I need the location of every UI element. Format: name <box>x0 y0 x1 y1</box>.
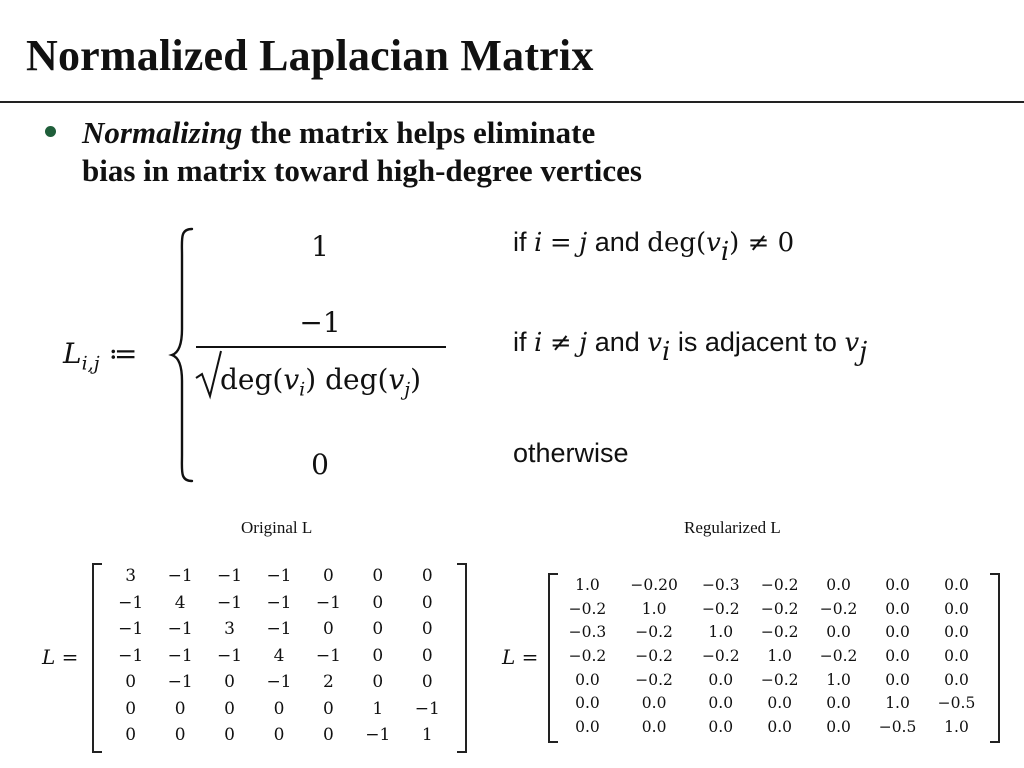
matrix-cell: 0.0 <box>885 670 910 689</box>
matrix-cell: 0 <box>224 672 235 693</box>
matrix-cell: 1.0 <box>885 694 910 713</box>
matrix-row <box>106 590 452 617</box>
matrix-cell: 1.0 <box>708 623 734 642</box>
bullet-line2: bias in matrix toward high-degree vertices <box>82 153 642 188</box>
matrix-row <box>558 715 986 739</box>
regularized-matrix-label: L = <box>502 645 539 669</box>
matrix-cell: 0 <box>421 645 433 666</box>
matrix-cell: 0 <box>174 725 186 746</box>
matrix-row <box>558 668 986 692</box>
matrix-row <box>106 696 452 723</box>
matrix-cell: −0.2 <box>760 670 799 689</box>
matrix-cell: 0.0 <box>826 623 851 642</box>
condition-2: if i ≠ j and vi is adjacent to vj <box>513 327 868 368</box>
matrix-cell: 0 <box>322 619 334 640</box>
original-right-bracket <box>457 563 467 753</box>
lhs-assign: ≔ <box>99 337 138 370</box>
matrix-cell: −1 <box>167 645 193 666</box>
matrix-cell: −0.5 <box>937 694 976 713</box>
bullet-icon <box>45 126 56 137</box>
matrix-row <box>106 616 452 643</box>
regularized-left-bracket <box>548 573 558 743</box>
matrix-cell: 1 <box>421 725 433 746</box>
matrix-cell: 0.0 <box>944 575 969 594</box>
matrix-row <box>558 573 986 597</box>
lhs-subscript: i,j <box>81 352 100 375</box>
original-matrix-caption: Original L <box>241 518 313 537</box>
matrix-cell: −0.3 <box>568 623 607 642</box>
matrix-cell: 0.0 <box>767 717 792 736</box>
matrix-cell: 0.0 <box>826 575 851 594</box>
matrix-cell: 0.0 <box>885 646 910 665</box>
case3-value: 0 <box>311 448 329 481</box>
matrix-cell: 0.0 <box>826 694 851 713</box>
formula-lhs <box>63 337 137 375</box>
matrix-cell: 0 <box>224 698 235 719</box>
regularized-right-bracket <box>990 573 1000 743</box>
matrix-cell: 0 <box>421 619 433 640</box>
matrix-cell: 0 <box>273 725 285 746</box>
matrix-cell: −1 <box>217 645 243 666</box>
title-divider <box>0 101 1024 103</box>
matrix-cell: −1 <box>118 619 144 640</box>
matrix-cell: −1 <box>167 672 193 693</box>
matrix-cell: −0.2 <box>760 575 799 594</box>
matrix-cell: 0.0 <box>944 670 969 689</box>
matrix-cell: 0.0 <box>575 717 600 736</box>
matrix-cell: 0 <box>224 725 235 746</box>
matrix-cell: 0 <box>421 566 433 587</box>
matrix-row <box>558 620 986 644</box>
matrix-cell: 0.0 <box>708 717 734 736</box>
matrix-cell: 4 <box>174 592 186 613</box>
matrix-cell: 0.0 <box>767 694 792 713</box>
matrix-row <box>106 722 452 749</box>
matrix-cell: 0.0 <box>575 670 600 689</box>
matrix-row <box>106 563 452 590</box>
matrix-cell: 1.0 <box>826 670 851 689</box>
original-left-bracket <box>92 563 102 753</box>
matrix-row <box>558 597 986 621</box>
matrix-cell: 0.0 <box>708 694 734 713</box>
matrix-cell: 1.0 <box>767 646 792 665</box>
matrix-cell: −0.2 <box>635 670 673 689</box>
matrix-cell: 0 <box>421 672 433 693</box>
matrix-cell: 1.0 <box>641 599 667 618</box>
matrix-cell: 0.0 <box>944 599 969 618</box>
matrix-cell: −0.2 <box>635 623 673 642</box>
matrix-cell: 0 <box>273 698 285 719</box>
slide-title: Normalized Laplacian Matrix <box>26 31 594 80</box>
matrix-cell: −1 <box>217 592 243 613</box>
matrix-cell: −0.2 <box>568 599 607 618</box>
matrix-cell: 1.0 <box>575 575 600 594</box>
matrix-cell: 0.0 <box>944 646 969 665</box>
matrix-cell: −0.2 <box>760 599 799 618</box>
matrix-cell: −0.3 <box>701 575 740 594</box>
matrix-cell: 0 <box>372 619 384 640</box>
matrix-cell: −0.2 <box>819 646 858 665</box>
matrix-cell: −1 <box>118 592 144 613</box>
matrix-cell: 3 <box>224 619 235 640</box>
matrix-cell: −1 <box>266 566 292 587</box>
matrix-cell: −0.2 <box>568 646 607 665</box>
matrix-cell: 0 <box>372 592 384 613</box>
matrix-cell: −0.2 <box>819 599 858 618</box>
case1-value: 1 <box>311 230 329 263</box>
matrix-cell: −1 <box>118 645 144 666</box>
case2-denominator: $deg(v_i)$ $deg(v_j)$ <box>220 363 422 401</box>
matrix-cell: 0 <box>125 698 137 719</box>
matrix-cell: 4 <box>273 645 285 666</box>
matrix-cell: 0 <box>372 645 384 666</box>
case2-numerator: −1 <box>299 306 341 339</box>
matrix-cell: 0.0 <box>885 623 910 642</box>
matrix-cell: 0 <box>421 592 433 613</box>
matrix-cell: 0.0 <box>575 694 600 713</box>
matrix-cell: −1 <box>414 698 440 719</box>
matrix-cell: 0.0 <box>885 599 910 618</box>
matrix-cell: 0.0 <box>944 623 969 642</box>
lhs-symbol: L <box>63 337 82 370</box>
matrix-row <box>558 691 986 715</box>
condition-1: if i = j and deg(vi) ≠ 0 <box>513 227 795 268</box>
matrix-row <box>558 644 986 668</box>
bullet-emphasis: Normalizing <box>82 115 243 150</box>
matrix-cell: −1 <box>365 725 391 746</box>
matrix-cell: −1 <box>266 672 292 693</box>
matrix-row <box>106 669 452 696</box>
regularized-matrix <box>558 573 986 739</box>
original-matrix <box>106 563 452 749</box>
matrix-cell: 1.0 <box>944 717 969 736</box>
condition-3: otherwise <box>513 438 629 468</box>
matrix-row <box>106 643 452 670</box>
matrix-cell: 0 <box>322 566 334 587</box>
bullet-line1: the matrix helps eliminate <box>242 115 596 150</box>
matrix-cell: −0.2 <box>760 623 799 642</box>
matrix-cell: 0.0 <box>826 717 851 736</box>
matrix-cell: 0 <box>372 566 384 587</box>
matrix-cell: 0 <box>372 672 384 693</box>
original-matrix-label: L = <box>42 645 79 669</box>
fraction-bar <box>196 346 446 348</box>
matrix-cell: 1 <box>372 698 384 719</box>
matrix-cell: −1 <box>266 592 292 613</box>
matrix-cell: −0.20 <box>630 575 678 594</box>
matrix-cell: −0.2 <box>635 646 673 665</box>
matrix-cell: −1 <box>167 566 193 587</box>
matrix-cell: 0.0 <box>885 575 910 594</box>
matrix-cell: −1 <box>315 592 341 613</box>
matrix-cell: 0.0 <box>641 694 667 713</box>
matrix-cell: 3 <box>125 566 137 587</box>
matrix-cell: 0 <box>125 672 137 693</box>
matrix-cell: 0.0 <box>641 717 667 736</box>
matrix-cell: 0 <box>322 698 334 719</box>
matrix-cell: 0 <box>322 725 334 746</box>
matrix-cell: −1 <box>266 619 292 640</box>
regularized-matrix-caption: Regularized L <box>684 518 781 537</box>
matrix-cell: −0.5 <box>878 717 917 736</box>
bullet-text <box>82 114 642 190</box>
matrix-cell: 0.0 <box>708 670 734 689</box>
matrix-cell: −1 <box>167 619 193 640</box>
matrix-cell: 2 <box>322 672 334 693</box>
matrix-cell: −1 <box>217 566 243 587</box>
matrix-cell: 0 <box>174 698 186 719</box>
matrix-cell: −1 <box>315 645 341 666</box>
matrix-cell: 0 <box>125 725 137 746</box>
matrix-cell: −0.2 <box>701 646 740 665</box>
matrix-cell: −0.2 <box>701 599 740 618</box>
